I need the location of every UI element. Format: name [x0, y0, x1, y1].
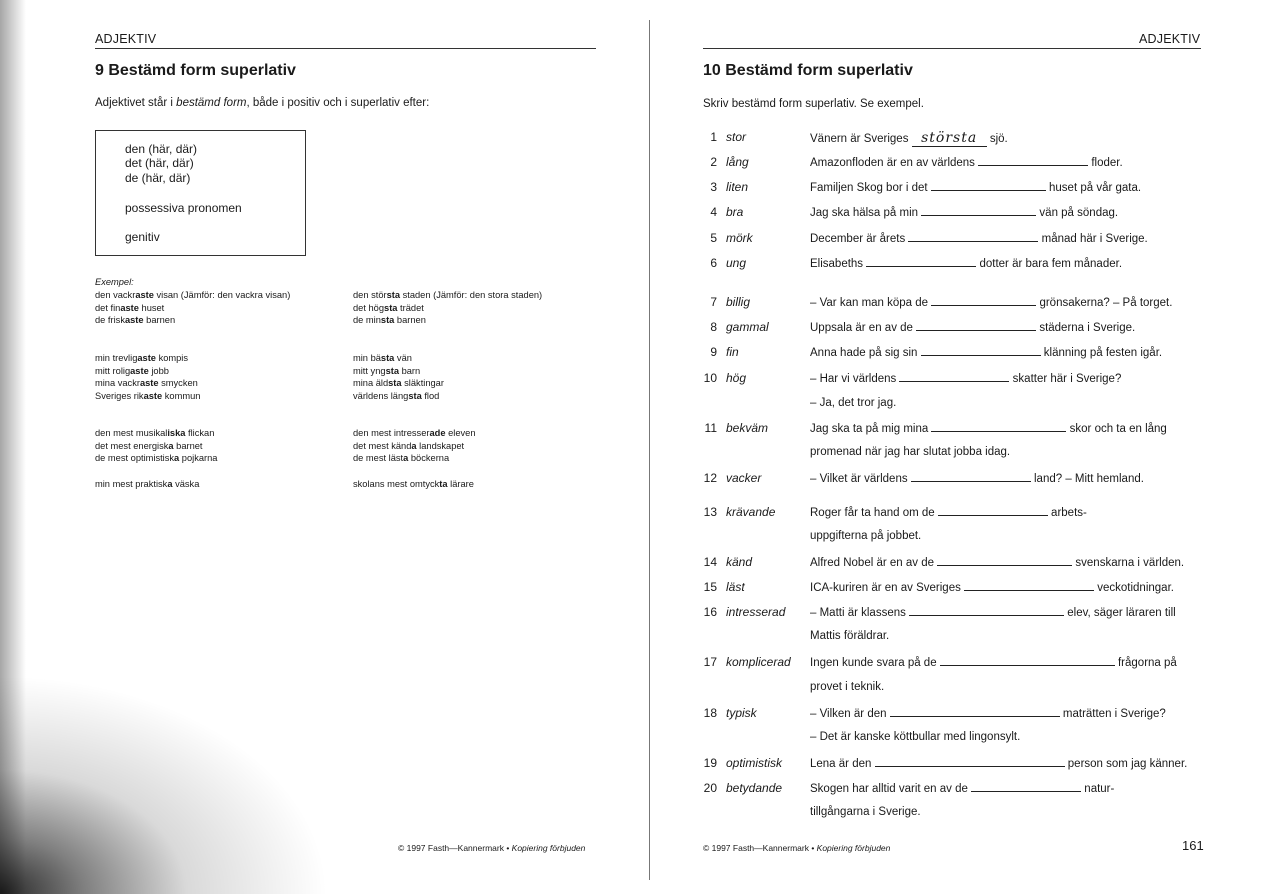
book-spine [649, 20, 650, 880]
item-adjective: vacker [726, 471, 762, 485]
answer-blank[interactable] [921, 345, 1041, 356]
item-adjective: liten [726, 180, 749, 194]
item-number: 13 [703, 505, 717, 519]
right-footer [703, 843, 890, 853]
left-intro [95, 97, 429, 109]
example-line: den mest intresserade eleven [353, 428, 476, 438]
item-adjective: gammal [726, 320, 769, 334]
answer-blank[interactable] [940, 655, 1115, 666]
page-number: 161 [1182, 838, 1204, 853]
item-sentence: tillgångarna i Sverige. [810, 806, 921, 818]
example-line: det finaste huset [95, 302, 165, 313]
intro-text-a: Adjektivet står i [95, 97, 177, 109]
example-line: det mest kända landskapet [353, 440, 465, 451]
item-adjective: läst [726, 580, 745, 594]
item-sentence: December är årets månad här i Sverige. [810, 233, 1148, 245]
item-sentence: Lena är den person som jag känner. [810, 758, 1188, 770]
item-adjective: billig [726, 295, 751, 309]
item-number: 8 [710, 320, 717, 334]
example-line: min mest praktiska väska [95, 479, 200, 489]
item-sentence: – Det är kanske köttbullar med lingonsylt. [810, 731, 1021, 743]
answer-blank[interactable] [964, 580, 1094, 591]
item-sentence: uppgifterna på jobbet. [810, 530, 922, 542]
footer-notice: Kopiering förbjuden [511, 843, 586, 853]
example-line: den mest musikaliska flickan [95, 428, 215, 438]
right-intro: Skriv bestämd form superlativ. Se exempel. [703, 98, 924, 110]
examples-group3-left [95, 427, 345, 465]
item-adjective: hög [726, 371, 747, 385]
box-line: de (här, där) [125, 171, 191, 185]
item-sentence: Alfred Nobel är en av de svenskarna i världen. [810, 557, 1185, 569]
item-adjective: optimistisk [726, 756, 783, 770]
example-line: mina vackraste smycken [95, 378, 198, 388]
item-number: 18 [703, 706, 717, 720]
item-adjective: känd [726, 555, 753, 569]
right-title: 10 Bestämd form superlativ [703, 62, 913, 79]
item-sentence: Familjen Skog bor i det huset på vår gata. [810, 182, 1142, 194]
item-sentence: ICA-kuriren är en av Sveriges veckotidningar. [810, 582, 1174, 594]
answer-blank[interactable] [931, 180, 1046, 191]
intro-text-b: , både i positiv och i superlativ efter: [246, 97, 430, 109]
item-sentence: Ingen kunde svara på de frågorna på [810, 657, 1177, 669]
answer-blank[interactable] [978, 155, 1088, 166]
item-number: 1 [710, 130, 717, 144]
box-line: possessiva pronomen [125, 201, 242, 215]
box-line: den (här, där) [125, 142, 198, 156]
item-adjective: komplicerad [726, 655, 791, 669]
item-sentence: Jag ska hälsa på min vän på söndag. [810, 207, 1119, 219]
item-number: 15 [703, 580, 717, 594]
item-number: 4 [710, 205, 717, 219]
answer-blank[interactable] [866, 256, 976, 267]
right-header: ADJEKTIV [1139, 32, 1201, 46]
example-line: världens längsta flod [353, 390, 440, 401]
answer-blank[interactable] [911, 471, 1031, 482]
examples-group1-left [95, 289, 345, 327]
item-adjective: typisk [726, 706, 757, 720]
left-footer [398, 843, 585, 853]
item-number: 3 [710, 180, 717, 194]
answer-blank[interactable] [937, 555, 1072, 566]
examples-group2-right [353, 352, 603, 402]
item-adjective: betydande [726, 781, 783, 795]
example-line: de mest optimistiska pojkarna [95, 453, 218, 463]
item-sentence: Uppsala är en av de städerna i Sverige. [810, 322, 1136, 334]
item-sentence: Anna hade på sig sin klänning på festen igår. [810, 347, 1163, 359]
answer-blank[interactable] [931, 295, 1036, 306]
example-line: det mest energiska barnet [95, 440, 203, 451]
example-line: skolans mest omtyckta lärare [353, 479, 474, 489]
footer-notice: Kopiering förbjuden [816, 843, 891, 853]
example-line: Sveriges rikaste kommun [95, 390, 201, 401]
item-number: 10 [703, 371, 717, 385]
item-adjective: ung [726, 256, 747, 270]
item-number: 17 [703, 655, 717, 669]
example-line: min bästa vän [353, 353, 412, 363]
item-number: 5 [710, 231, 717, 245]
item-sentence: Amazonfloden är en av världens floder. [810, 157, 1123, 169]
examples-group3-right [353, 427, 603, 465]
answer-blank[interactable] [912, 130, 987, 147]
examples-group1-right [353, 289, 603, 327]
item-number: 19 [703, 756, 717, 770]
example-line: mitt yngsta barn [353, 365, 421, 376]
example-line: det högsta trädet [353, 302, 424, 313]
item-sentence: Mattis föräldrar. [810, 630, 890, 642]
left-header: ADJEKTIV [95, 32, 157, 46]
box-line: det (här, där) [125, 156, 194, 170]
intro-emphasis: bestämd form [176, 97, 247, 109]
item-adjective: mörk [726, 231, 753, 245]
item-number: 14 [703, 555, 717, 569]
example-line: mina äldsta släktingar [353, 378, 444, 388]
item-number: 7 [710, 295, 717, 309]
examples-group2-left [95, 352, 345, 402]
example-line: den största staden (Jämför: den stora staden) [353, 290, 543, 300]
item-adjective: bra [726, 205, 744, 219]
footer-copyright: © 1997 Fasth—Kannermark • [703, 843, 817, 853]
item-sentence: – Ja, det tror jag. [810, 397, 897, 409]
example-label: Exempel: [95, 277, 134, 287]
item-sentence: Roger får ta hand om de arbets- [810, 507, 1087, 519]
item-number: 16 [703, 605, 717, 619]
examples-group4-right [353, 478, 603, 491]
item-sentence: Jag ska ta på mig mina skor och ta en lång [810, 423, 1167, 435]
item-sentence: Skogen har alltid varit en av de natur- [810, 783, 1115, 795]
item-sentence: Vänern är Sveriges största sjö. [810, 130, 1008, 146]
item-adjective: intresserad [726, 605, 786, 619]
item-adjective: lång [726, 155, 749, 169]
item-sentence: Elisabeths dotter är bara fem månader. [810, 258, 1123, 270]
footer-copyright: © 1997 Fasth—Kannermark • [398, 843, 512, 853]
item-number: 20 [703, 781, 717, 795]
item-adjective: fin [726, 345, 739, 359]
answer-blank[interactable] [931, 421, 1066, 432]
example-line: de friskaste barnen [95, 315, 176, 325]
left-header-rule [95, 48, 596, 49]
item-sentence: promenad när jag har slutat jobba idag. [810, 446, 1011, 458]
examples-group4-left [95, 478, 345, 491]
scan-corner-shadow [0, 674, 330, 894]
item-sentence: provet i teknik. [810, 681, 885, 693]
item-number: 6 [710, 256, 717, 270]
item-number: 9 [710, 345, 717, 359]
item-number: 2 [710, 155, 717, 169]
example-line: mitt roligaste jobb [95, 365, 169, 376]
item-number: 12 [703, 471, 717, 485]
right-header-rule [703, 48, 1201, 49]
item-adjective: stor [726, 130, 747, 144]
answer-blank[interactable] [971, 781, 1081, 792]
answer-blank[interactable] [916, 320, 1036, 331]
answer-blank[interactable] [938, 505, 1048, 516]
determiner-box [95, 130, 306, 256]
left-title: 9 Bestämd form superlativ [95, 62, 296, 79]
answer-blank[interactable] [875, 756, 1065, 767]
answer-blank[interactable] [921, 205, 1036, 216]
answer-blank[interactable] [899, 371, 1009, 382]
item-adjective: krävande [726, 505, 776, 519]
item-sentence: – Matti är klassens elev, säger läraren till [810, 607, 1176, 619]
answer-blank[interactable] [908, 231, 1038, 242]
example-line: min trevligaste kompis [95, 353, 189, 363]
box-line: genitiv [125, 230, 160, 244]
example-line: de mest lästa böckerna [353, 453, 450, 463]
item-adjective: bekväm [726, 421, 769, 435]
answer-blank[interactable] [890, 706, 1060, 717]
item-sentence: – Var kan man köpa de grönsakerna? – På torget. [810, 297, 1173, 309]
example-line: den vackraste visan (Jämför: den vackra visan) [95, 290, 291, 300]
answer-blank[interactable] [909, 605, 1064, 616]
handwritten-answer: största [921, 130, 978, 146]
item-sentence: – Vilket är världens land? – Mitt hemland. [810, 473, 1144, 485]
item-sentence: – Vilken är den maträtten i Sverige? [810, 708, 1166, 720]
example-line: de minsta barnen [353, 315, 426, 325]
item-sentence: – Har vi världens skatter här i Sverige? [810, 373, 1122, 385]
item-number: 11 [704, 421, 717, 435]
